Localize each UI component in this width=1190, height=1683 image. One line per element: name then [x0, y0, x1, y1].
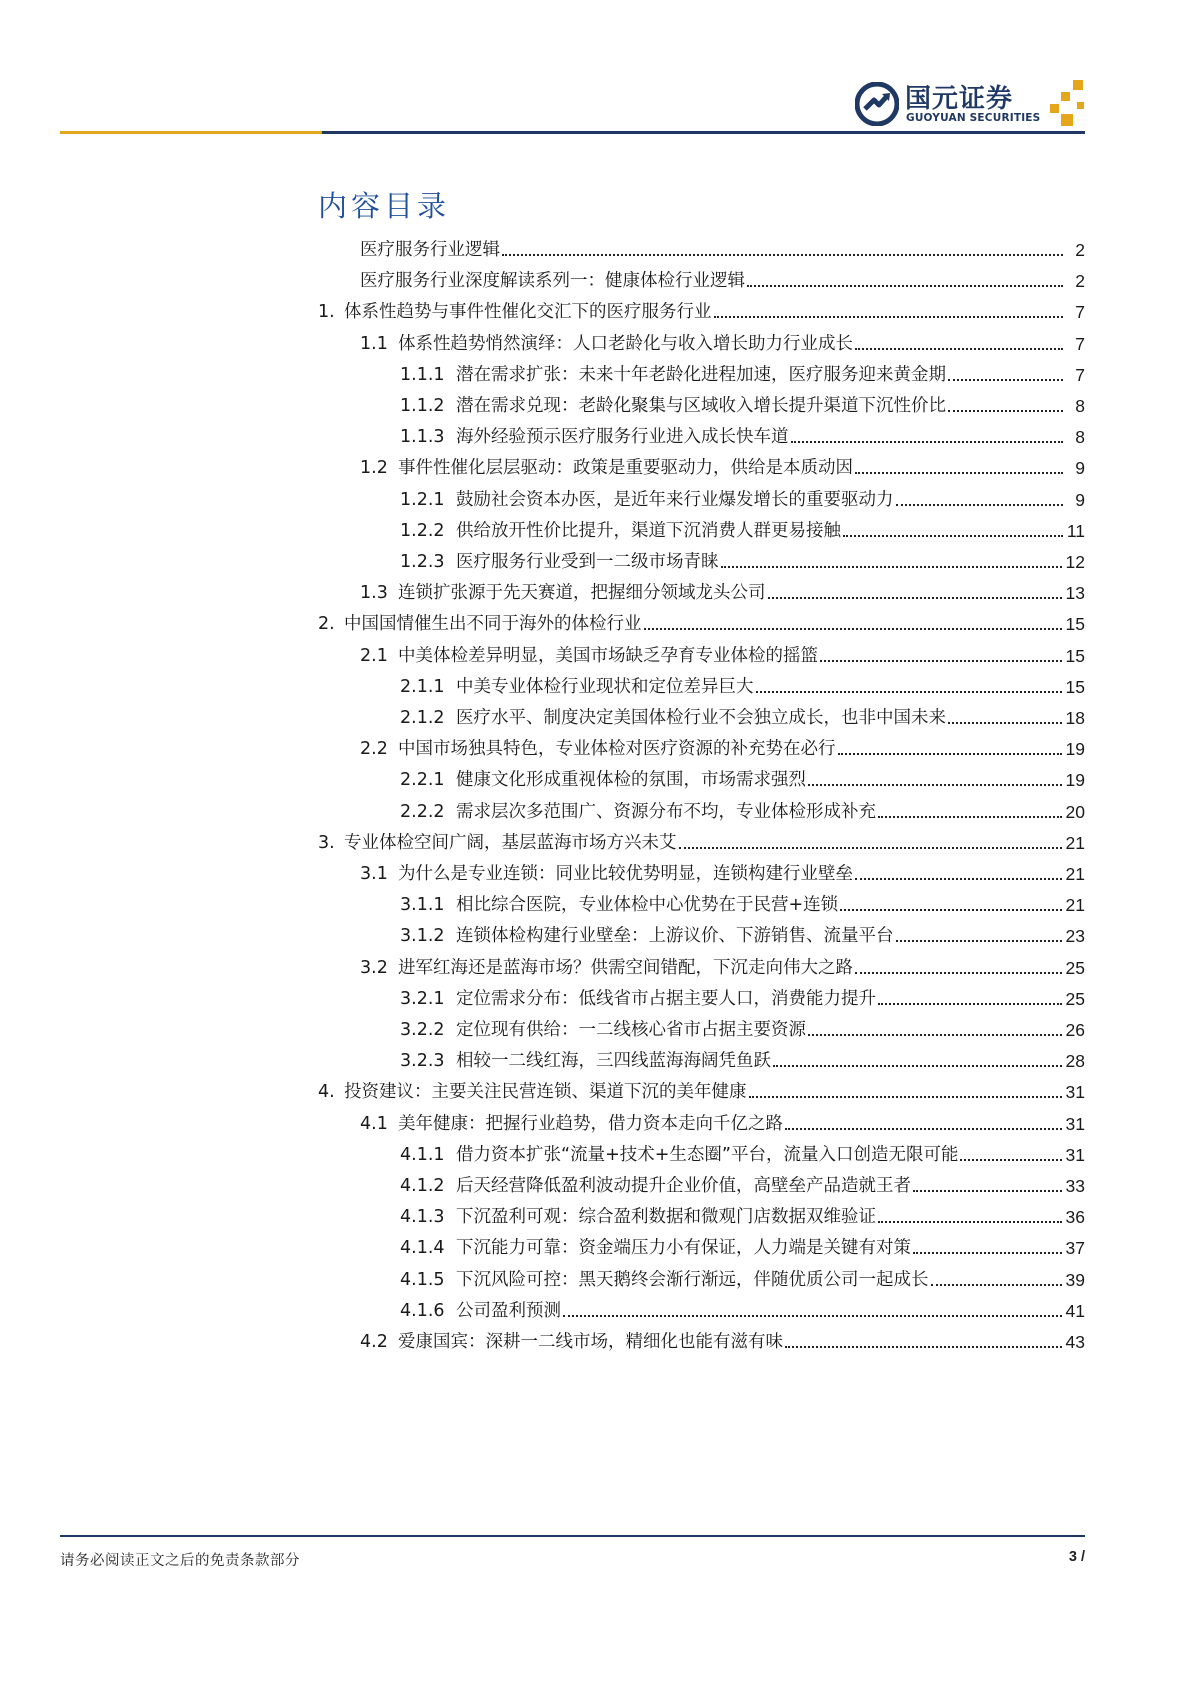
toc-entry-page: 26: [1065, 1020, 1085, 1040]
toc-entry-page: 25: [1065, 957, 1085, 978]
toc-entry-title: 体系性趋势与事件性催化交汇下的医疗服务行业: [344, 302, 712, 323]
toc-entry-title: 连锁体检构建行业壁垒：上游议价、下游销售、流量平台: [456, 926, 894, 947]
toc-entry[interactable]: [400, 550, 1085, 574]
toc-entry-title: 医疗服务行业受到一二级市场青睐: [456, 552, 719, 572]
toc-entry[interactable]: [400, 1299, 1085, 1323]
toc-entry-page: 12: [1065, 552, 1085, 572]
toc-entry[interactable]: [400, 893, 1085, 917]
toc-entry-title: 中国国情催生出不同于海外的体检行业: [344, 614, 642, 635]
toc-dot-leader: [878, 1221, 1062, 1223]
toc-entry-page: 2: [1075, 240, 1085, 260]
toc-entry-number: 4.1.2: [400, 1176, 445, 1196]
toc-entry-number: 3.1.2: [400, 926, 445, 947]
toc-dot-leader: [791, 441, 1064, 443]
toc-entry[interactable]: [400, 800, 1085, 824]
toc-entry-number: 4.2: [360, 1332, 388, 1352]
toc-entry-page: 9: [1075, 458, 1085, 479]
toc-entry-page: 8: [1075, 396, 1085, 416]
toc-dot-leader: [773, 1065, 1062, 1067]
toc-entry-page: 2: [1075, 271, 1085, 292]
toc-entry-number: 3.2.1: [400, 988, 445, 1009]
toc-entry-number: 4.1.3: [400, 1207, 445, 1228]
toc-entry-page: 15: [1065, 614, 1085, 635]
toc-entry-page: 15: [1065, 645, 1085, 666]
toc-entry[interactable]: [360, 581, 1085, 605]
toc-dot-leader: [768, 597, 1062, 599]
toc-dot-leader: [855, 472, 1063, 474]
toc-entry-number: 4.1.5: [400, 1269, 445, 1290]
toc-entry-number: 2.1.1: [400, 676, 445, 697]
toc-entry-title: 为什么是专业连锁：同业比较优势明显，连锁构建行业壁垒: [398, 864, 853, 884]
toc-dot-leader: [749, 1096, 1062, 1098]
toc-entry-page: 21: [1065, 895, 1085, 916]
toc-entry[interactable]: [400, 425, 1085, 449]
toc-entry-title: 海外经验预示医疗服务行业进入成长快车道: [456, 427, 789, 448]
toc-entry-page: 31: [1065, 1144, 1085, 1165]
toc-entry[interactable]: [360, 332, 1085, 356]
toc-entry-page: 39: [1065, 1269, 1085, 1290]
toc-dot-leader: [896, 504, 1064, 506]
toc-entry-title: 后天经营降低盈利波动提升企业价值，高壁垒产品造就王者: [456, 1176, 911, 1196]
toc-entry-title: 事件性催化层层驱动：政策是重要驱动力，供给是本质动因: [398, 458, 853, 479]
toc-entry-number: 3.1.1: [400, 895, 445, 916]
toc-entry[interactable]: [400, 768, 1085, 792]
toc-entry[interactable]: [360, 956, 1085, 980]
toc-entry-page: 41: [1065, 1300, 1085, 1321]
toc-entry-page: 7: [1075, 333, 1085, 354]
toc-entry[interactable]: [400, 519, 1085, 543]
toc-entry[interactable]: [400, 1143, 1085, 1167]
toc-entry[interactable]: [360, 456, 1085, 480]
toc-entry-page: 25: [1065, 988, 1085, 1009]
toc-entry-title: 医疗水平、制度决定美国体检行业不会独立成长，也非中国未来: [456, 708, 946, 728]
toc-entry-page: 19: [1065, 739, 1085, 760]
toc-entry-page: 20: [1065, 801, 1085, 822]
toc-entry[interactable]: [400, 987, 1085, 1011]
toc-entry[interactable]: [400, 1018, 1085, 1042]
toc-entry-title: 爱康国宾：深耕一二线市场，精细化也能有滋有味: [398, 1332, 783, 1352]
logo-emblem-icon: [855, 82, 899, 126]
toc-entry-number: 2.2: [360, 739, 388, 760]
toc-dot-leader: [948, 379, 1063, 381]
toc-entry-number: 4.1.1: [400, 1144, 445, 1165]
toc-entry[interactable]: [400, 1174, 1085, 1198]
toc-entry-number: 1.1.2: [400, 396, 445, 416]
toc-dot-leader: [840, 909, 1061, 911]
toc-dot-leader: [838, 753, 1062, 755]
toc-entry-page: 36: [1065, 1207, 1085, 1228]
toc-dot-leader: [820, 660, 1062, 662]
toc-entry[interactable]: [360, 1112, 1085, 1136]
toc-dot-leader: [679, 847, 1062, 849]
toc-dot-leader: [931, 1284, 1062, 1286]
header-divider-navy: [322, 131, 1085, 134]
toc-entry-title: 中国市场独具特色，专业体检对医疗资源的补充势在必行: [398, 739, 836, 760]
toc-entry[interactable]: [400, 675, 1085, 699]
toc-dot-leader: [855, 348, 1063, 350]
toc-dot-leader: [878, 1003, 1062, 1005]
toc-entry[interactable]: [360, 737, 1085, 761]
toc-entry-page: 7: [1075, 364, 1085, 385]
toc-dot-leader: [721, 566, 1062, 568]
toc-entry-title: 美年健康：把握行业趋势，借力资本走向千亿之路: [398, 1113, 783, 1134]
toc-entry-title: 定位需求分布：低线省市占据主要人口，消费能力提升: [456, 988, 876, 1009]
footer-disclaimer: 请务必阅读正文之后的免责条款部分: [60, 1553, 300, 1569]
toc-dot-leader: [808, 1034, 1062, 1036]
toc-dot-leader: [785, 1128, 1062, 1130]
toc-entry[interactable]: [360, 1330, 1085, 1354]
toc-entry-page: 15: [1065, 676, 1085, 697]
toc-entry[interactable]: [400, 394, 1085, 418]
toc-dot-leader: [855, 972, 1062, 974]
toc-dot-leader: [644, 628, 1062, 630]
toc-entry-page: 11: [1066, 520, 1085, 541]
toc-entry-page: 28: [1065, 1051, 1085, 1072]
toc-entry-page: 18: [1065, 708, 1085, 728]
toc-entry[interactable]: [400, 488, 1085, 512]
toc-entry-title: 相较一二线红海，三四线蓝海海阔凭鱼跃: [456, 1051, 771, 1072]
toc-entry-page: 21: [1065, 864, 1085, 884]
toc-entry-title: 健康文化形成重视体检的氛围，市场需求强烈: [456, 770, 806, 791]
footer-page-number: 3 /: [1068, 1549, 1085, 1565]
toc-entry-number: 3.: [318, 832, 335, 853]
toc-entry[interactable]: [360, 269, 1085, 293]
toc-entry-number: 1.: [318, 302, 335, 323]
toc-entry[interactable]: [400, 706, 1085, 730]
toc-entry-title: 医疗服务行业逻辑: [360, 240, 500, 260]
toc-entry-number: 4.: [318, 1082, 335, 1103]
toc-entry-title: 鼓励社会资本办医，是近年来行业爆发增长的重要驱动力: [456, 489, 894, 510]
toc-entry-title: 供给放开性价比提升，渠道下沉消费人群更易接触: [456, 520, 841, 541]
toc-entry-title: 借力资本扩张“流量+技术+生态圈”平台，流量入口创造无限可能: [456, 1144, 959, 1165]
toc-entry-number: 3.2.3: [400, 1051, 445, 1072]
toc-entry-title: 专业体检空间广阔，基层蓝海市场方兴未艾: [344, 832, 677, 853]
toc-dot-leader: [808, 784, 1062, 786]
toc-entry-number: 1.3: [360, 583, 388, 604]
toc-dot-leader: [913, 1252, 1062, 1254]
toc-entry-page: 13: [1065, 583, 1085, 604]
logo-english-name: GUOYUAN SECURITIES: [906, 112, 1041, 124]
toc-entry-number: 4.1.6: [400, 1300, 445, 1321]
toc-dot-leader: [878, 816, 1062, 818]
toc-entry-number: 1.2.3: [400, 552, 445, 572]
toc-entry-number: 2.2.1: [400, 770, 445, 791]
footer-divider: [60, 1535, 1085, 1537]
toc-entry-page: 19: [1065, 770, 1085, 791]
toc-entry-number: 4.1: [360, 1113, 388, 1134]
header-divider-gold: [60, 131, 322, 134]
toc-entry[interactable]: [318, 831, 1085, 855]
toc-title: 内容目录: [318, 189, 451, 223]
toc-entry-number: 1.2: [360, 458, 388, 479]
toc-entry-title: 相比综合医院，专业体检中心优势在于民营+连锁: [456, 895, 839, 916]
toc-entry-number: 3.2.2: [400, 1020, 445, 1040]
toc-dot-leader: [896, 940, 1062, 942]
toc-dot-leader: [785, 1346, 1062, 1348]
toc-entry-page: 31: [1065, 1082, 1085, 1103]
toc-entry-page: 37: [1065, 1238, 1085, 1259]
toc-dot-leader: [714, 316, 1064, 318]
toc-entry-number: 1.2.1: [400, 489, 445, 510]
toc-dot-leader: [563, 1315, 1062, 1317]
toc-dot-leader: [948, 722, 1062, 724]
toc-entry-title: 定位现有供给：一二线核心省市占据主要资源: [456, 1020, 806, 1040]
toc-entry-number: 2.1: [360, 645, 388, 666]
toc-entry-page: 43: [1065, 1332, 1085, 1352]
toc-entry-page: 23: [1065, 926, 1085, 947]
toc-entry-page: 21: [1065, 832, 1085, 853]
toc-dot-leader: [756, 691, 1062, 693]
toc-dot-leader: [948, 410, 1063, 412]
toc-entry-title: 中美专业体检行业现状和定位差异巨大: [456, 676, 754, 697]
toc-entry[interactable]: [400, 1205, 1085, 1229]
toc-entry-number: 1.1: [360, 333, 388, 354]
toc-entry-title: 医疗服务行业深度解读系列一：健康体检行业逻辑: [360, 271, 745, 292]
toc-entry-page: 8: [1075, 427, 1085, 448]
toc-entry-title: 下沉能力可靠：资金端压力小有保证，人力端是关键有对策: [456, 1238, 911, 1259]
toc-entry-number: 2.: [318, 614, 335, 635]
toc-entry-title: 下沉盈利可观：综合盈利数据和微观门店数据双维验证: [456, 1207, 876, 1228]
toc-dot-leader: [843, 535, 1063, 537]
toc-entry[interactable]: [400, 363, 1085, 387]
toc-entry[interactable]: [318, 1080, 1085, 1104]
toc-entry[interactable]: [400, 1236, 1085, 1260]
toc-dot-leader: [855, 878, 1062, 880]
toc-entry[interactable]: [318, 612, 1085, 636]
toc-entry-number: 1.2.2: [400, 520, 445, 541]
toc-entry[interactable]: [360, 644, 1085, 668]
toc-entry-page: 31: [1065, 1113, 1085, 1134]
toc-entry-title: 连锁扩张源于先天赛道，把握细分领域龙头公司: [398, 583, 766, 604]
logo-squares-icon: [1047, 80, 1097, 130]
toc-entry-number: 1.1.3: [400, 427, 445, 448]
company-logo: [855, 78, 1095, 134]
toc-dot-leader: [960, 1159, 1061, 1161]
toc-entry-title: 进军红海还是蓝海市场？供需空间错配，下沉走向伟大之路: [398, 957, 853, 978]
toc-entry-title: 潜在需求扩张：未来十年老龄化进程加速，医疗服务迎来黄金期: [456, 364, 946, 385]
toc-dot-leader: [747, 285, 1063, 287]
logo-chinese-name: 国元证券: [905, 84, 1014, 114]
toc-dot-leader: [913, 1190, 1062, 1192]
toc-entry-title: 体系性趋势悄然演绎：人口老龄化与收入增长助力行业成长: [398, 333, 853, 354]
toc-entry-number: 1.1.1: [400, 364, 445, 385]
toc-entry[interactable]: [360, 862, 1085, 886]
toc-entry-page: 9: [1075, 489, 1085, 510]
toc-entry-number: 4.1.4: [400, 1238, 445, 1259]
toc-entry-page: 33: [1065, 1176, 1085, 1196]
toc-entry-title: 中美体检差异明显，美国市场缺乏孕育专业体检的摇篮: [398, 645, 818, 666]
toc-entry-title: 潜在需求兑现：老龄化聚集与区域收入增长提升渠道下沉性价比: [456, 396, 946, 416]
toc-entry-number: 3.1: [360, 864, 388, 884]
toc-entry-number: 3.2: [360, 957, 388, 978]
toc-entry-page: 7: [1075, 302, 1085, 323]
toc-entry-title: 公司盈利预测: [456, 1300, 561, 1321]
toc-entry-number: 2.2.2: [400, 801, 445, 822]
toc-entry[interactable]: [360, 238, 1085, 262]
toc-entry-title: 投资建议：主要关注民营连锁、渠道下沉的美年健康: [344, 1082, 747, 1103]
toc-entry-title: 下沉风险可控：黑天鹅终会渐行渐远，伴随优质公司一起成长: [456, 1269, 929, 1290]
toc-entry-number: 2.1.2: [400, 708, 445, 728]
toc-entry[interactable]: [400, 1268, 1085, 1292]
toc-entry[interactable]: [400, 924, 1085, 948]
toc-dot-leader: [502, 254, 1063, 256]
toc-entry-title: 需求层次多范围广、资源分布不均，专业体检形成补充: [456, 801, 876, 822]
toc-entry[interactable]: [318, 300, 1085, 324]
toc-entry[interactable]: [400, 1049, 1085, 1073]
